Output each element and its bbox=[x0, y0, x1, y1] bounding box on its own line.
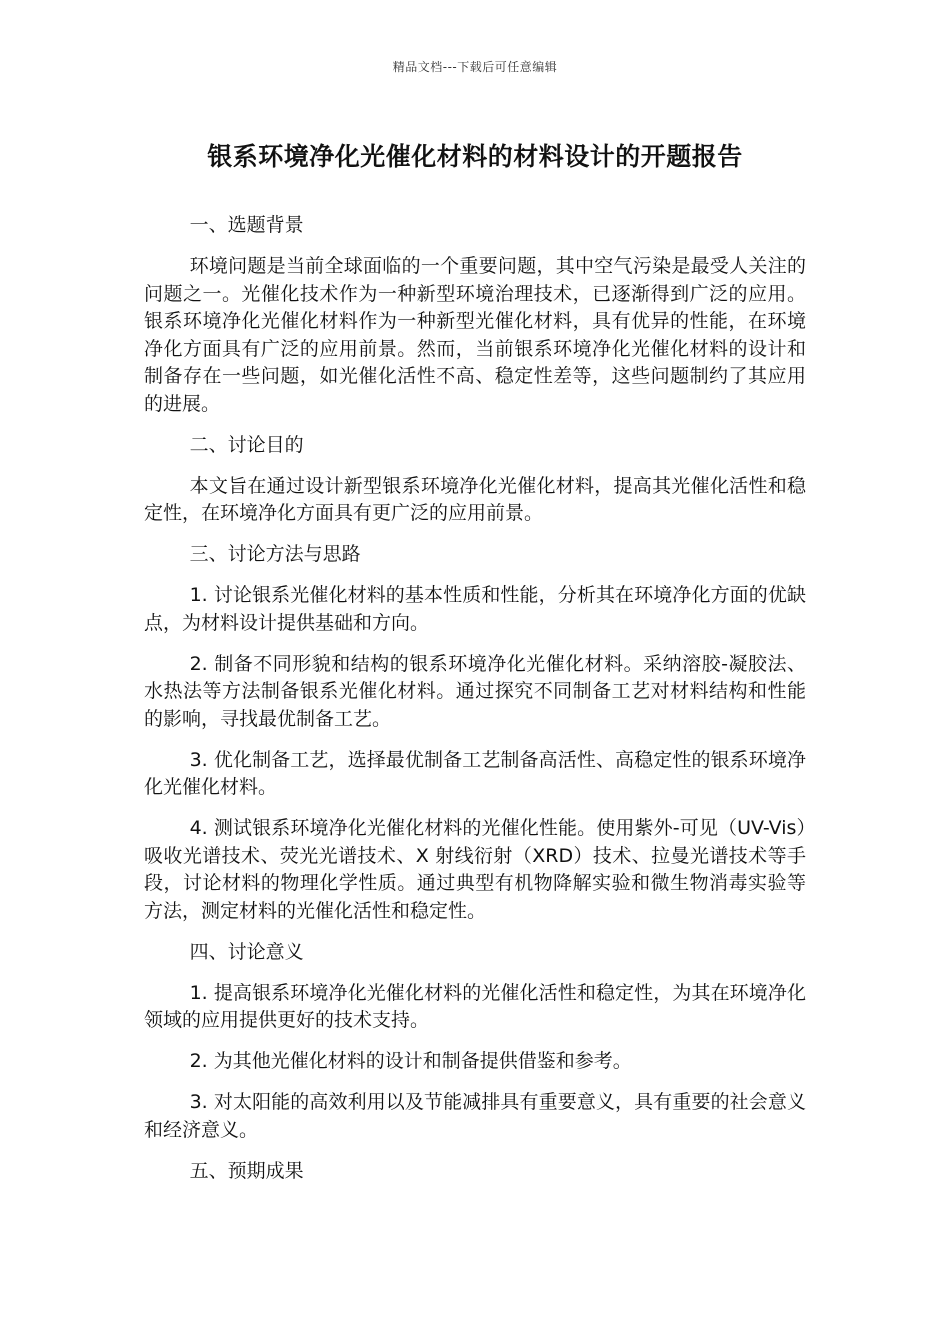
section-heading-significance: 四、讨论意义 bbox=[189, 940, 304, 963]
paragraph-purpose: 本文旨在通过设计新型银系环境净化光催化材料，提高其光催化活性和稳定性，在环境净化方面具有更广泛的应用前景。 bbox=[144, 474, 806, 524]
section-heading-background: 一、选题背景 bbox=[189, 214, 304, 236]
list-item-significance-1: 1. 提高银系环境净化光催化材料的光催化活性和稳定性，为其在环境净化领域的应用提供更好的技术支持。 bbox=[144, 981, 806, 1031]
list-item-significance-3: 3. 对太阳能的高效利用以及节能减排具有重要意义，具有重要的社会意义和经济意义。 bbox=[144, 1091, 806, 1141]
list-item-method-2: 2. 制备不同形貌和结构的银系环境净化光催化材料。采纳溶胶-凝胶法、水热法等方法制备银系光催化材料。通过探究不同制备工艺对材料结构和性能的影响，寻找最优制备工艺。 bbox=[144, 652, 806, 730]
list-item-significance-2: 2. 为其他光催化材料的设计和制备提供借鉴和参考。 bbox=[189, 1050, 632, 1072]
header-note: 精品文档---下载后可任意编辑 bbox=[392, 60, 558, 74]
list-item-method-4: 4. 测试银系环境净化光催化材料的光催化性能。使用紫外-可见（UV-Vis）吸收光谱技术、荧光光谱技术、X 射线衍射（XRD）技术、拉曼光谱技术等手段，讨论材料的物理化学性质。通过典型有机物降解实验和微生物消毒实验等方法，测定材料的光催化活性和稳定性。 bbox=[144, 817, 806, 922]
document-body bbox=[144, 212, 806, 1199]
section-heading-expected-results: 五、预期成果 bbox=[189, 1159, 304, 1182]
section-heading-methods: 三、讨论方法与思路 bbox=[189, 543, 361, 565]
list-item-method-1: 1. 讨论银系光催化材料的基本性质和性能，分析其在环境净化方面的优缺点，为材料设计提供基础和方向。 bbox=[144, 584, 806, 634]
paragraph-background: 环境问题是当前全球面临的一个重要问题，其中空气污染是最受人关注的问题之一。光催化技术作为一种新型环境治理技术，已逐渐得到广泛的应用。银系环境净化光催化材料作为一种新型光催化材料，具有优异的性能，在环境净化方面具有广泛的应用前景。然而，当前银系环境净化光催化材料的设计和制备存在一些问题，如光催化活性不高、稳定性差等，这些问题制约了其应用的进展。 bbox=[144, 255, 806, 415]
section-heading-purpose: 二、讨论目的 bbox=[189, 433, 304, 456]
document-title: 银系环境净化光催化材料的材料设计的开题报告 bbox=[207, 142, 743, 171]
list-item-method-3: 3. 优化制备工艺，选择最优制备工艺制备高活性、高稳定性的银系环境净化光催化材料。 bbox=[144, 748, 806, 798]
